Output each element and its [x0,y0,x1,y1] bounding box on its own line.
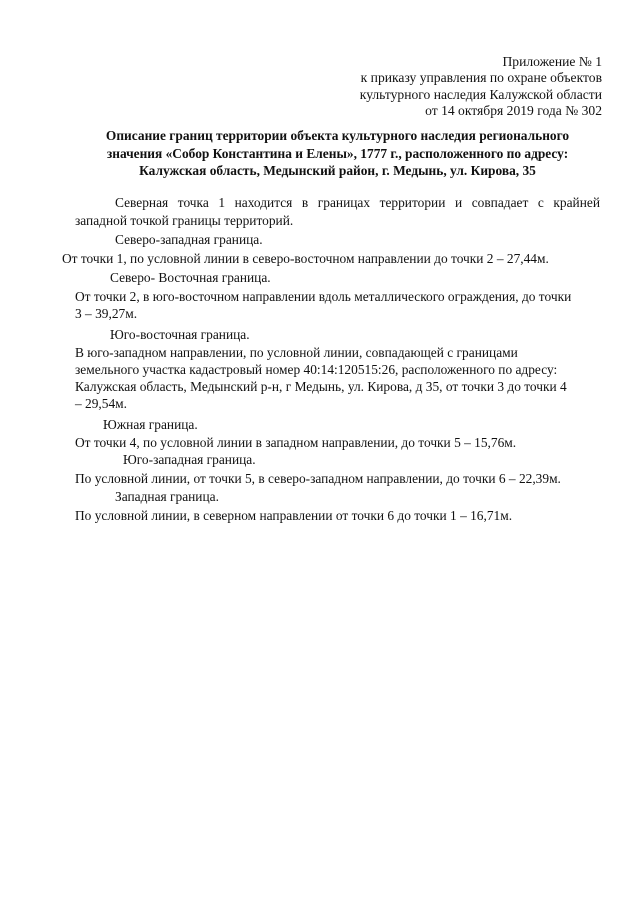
appendix-authority: культурного наследия Калужской области [359,86,602,102]
west-heading: Западная граница. [115,489,219,504]
southwest-text: По условной линии, от точки 5, в северо-западном направлении, до точки 6 – 22,39м. [75,471,561,486]
northwest-heading: Северо-западная граница. [115,232,263,247]
title-line-2: значения «Собор Константина и Елены», 1777 г., расположенного по адресу: [106,145,569,161]
southeast-heading: Юго-восточная граница. [110,327,250,342]
southeast-line-3: Калужская область, Медынский р-н, г Медынь, ул. Кирова, д 35, от точки 3 до точки 4 [75,379,567,394]
appendix-number: Приложение № 1 [502,54,602,69]
intro-line-1: Северная точка 1 находится в границах территории и совпадает с крайней [115,195,600,210]
northwest-text: От точки 1, по условной линии в северо-восточном направлении до точки 2 – 27,44м. [62,251,549,266]
west-text: По условной линии, в северном направлении от точки 6 до точки 1 – 16,71м. [75,508,513,523]
southeast-line-1: В юго-западном направлении, по условной линии, совпадающей с границами [75,345,518,360]
appendix-date: от 14 октября 2019 года № 302 [425,103,602,119]
document-title [70,127,605,180]
northeast-heading: Северо- Восточная граница. [110,270,271,285]
title-line-1: Описание границ территории объекта культурного наследия регионального [105,128,570,143]
south-heading: Южная граница. [103,417,198,432]
southeast-line-4: – 29,54м. [75,396,127,411]
document-body [62,193,600,524]
northeast-line-1: От точки 2, в юго-восточном направлении вдоль металлического ограждения, до точки [75,289,572,304]
northeast-line-2: 3 – 39,27м. [75,306,138,321]
title-line-3: Калужская область, Медынский район, г. Медынь, ул. Кирова, 35 [139,163,536,179]
southwest-heading: Юго-западная граница. [123,452,256,467]
intro-line-2: западной точкой границы территорий. [75,213,294,228]
south-text: От точки 4, по условной линии в западном направлении, до точки 5 – 15,76м. [75,435,517,450]
appendix-order-ref: к приказу управления по охране объектов [360,70,602,86]
appendix-header [272,54,602,120]
southeast-line-2: земельного участка кадастровый номер 40:14:120515:26, расположенного по адресу: [75,362,558,377]
